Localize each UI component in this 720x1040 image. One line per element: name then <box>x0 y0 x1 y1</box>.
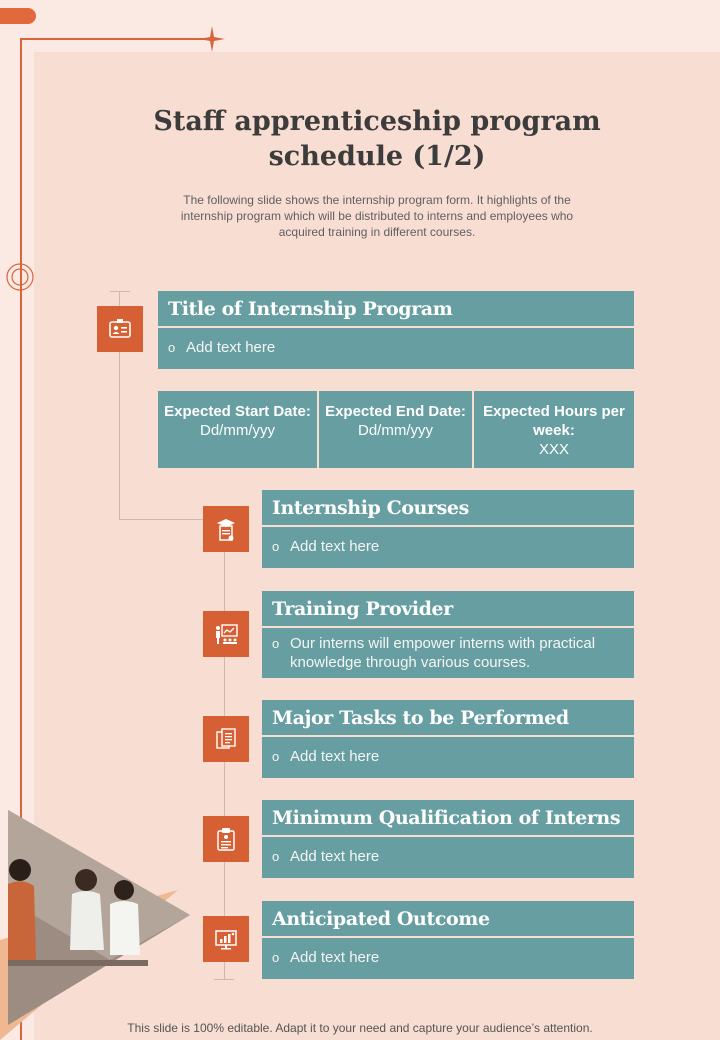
chart-board-icon <box>203 916 249 962</box>
minimum-qualification-body <box>262 837 634 866</box>
clipboard-icon <box>203 816 249 862</box>
sparkle-icon <box>198 25 226 53</box>
timeline-tick <box>110 291 130 292</box>
program-title-text[interactable]: Add text here <box>186 339 276 356</box>
start-date-value: Dd/mm/yyy <box>200 422 275 439</box>
anticipated-outcome-heading: Anticipated Outcome <box>262 901 634 938</box>
major-tasks-card <box>262 700 634 778</box>
bullet-marker: o <box>272 849 280 864</box>
internship-courses-heading: Internship Courses <box>262 490 634 527</box>
start-date-label: Expected Start Date: <box>164 403 311 420</box>
end-date-value: Dd/mm/yyy <box>358 422 433 439</box>
hours-label: Expected Hours per week: <box>483 403 625 439</box>
anticipated-outcome-text[interactable]: Add text here <box>290 949 380 966</box>
major-tasks-body <box>262 737 634 766</box>
team-photo <box>0 810 200 1040</box>
major-tasks-heading: Major Tasks to be Performed <box>262 700 634 737</box>
documents-icon <box>203 716 249 762</box>
certificate-icon <box>203 506 249 552</box>
program-title-card <box>158 291 634 369</box>
bullet-marker: o <box>168 340 176 355</box>
training-provider-body <box>262 628 634 672</box>
end-date-cell[interactable] <box>319 391 472 468</box>
end-date-label: Expected End Date: <box>325 403 466 420</box>
bullet-marker: o <box>272 950 280 965</box>
anticipated-outcome-card <box>262 901 634 979</box>
page-title: Staff apprenticeship program schedule (1/2) <box>153 106 601 172</box>
program-title-heading: Title of Internship Program <box>158 291 634 328</box>
internship-courses-text[interactable]: Add text here <box>290 538 380 555</box>
training-provider-heading: Training Provider <box>262 591 634 628</box>
minimum-qualification-heading: Minimum Qualification of Interns <box>262 800 634 837</box>
presentation-icon <box>203 611 249 657</box>
program-title-body <box>158 328 634 357</box>
anticipated-outcome-body <box>262 938 634 967</box>
minimum-qualification-card <box>262 800 634 878</box>
hours-value: XXX <box>538 441 569 458</box>
timeline-tick <box>214 979 234 980</box>
training-provider-text[interactable]: Our interns will empower interns with practical knowledge through various courses. <box>290 635 596 671</box>
bullet-marker: o <box>272 636 280 651</box>
internship-courses-body <box>262 527 634 556</box>
training-provider-card <box>262 591 634 678</box>
page-subtitle: The following slide shows the internship program form. It highlights of the internship program which will be distributed to interns and employees who acquired training in different courses. <box>180 193 574 239</box>
hours-cell[interactable] <box>474 391 634 468</box>
major-tasks-text[interactable]: Add text here <box>290 748 380 765</box>
circle-ornament-icon <box>5 262 35 292</box>
frame-line-top <box>20 38 210 40</box>
start-date-cell[interactable] <box>158 391 317 468</box>
id-card-icon <box>97 306 143 352</box>
bullet-marker: o <box>272 749 280 764</box>
decorative-pill <box>0 8 36 24</box>
bullet-marker: o <box>272 539 280 554</box>
footer-note: This slide is 100% editable. Adapt it to your need and capture your audience’s attention. <box>127 1021 593 1035</box>
internship-courses-card <box>262 490 634 568</box>
minimum-qualification-text[interactable]: Add text here <box>290 848 380 865</box>
dates-row <box>158 391 634 468</box>
